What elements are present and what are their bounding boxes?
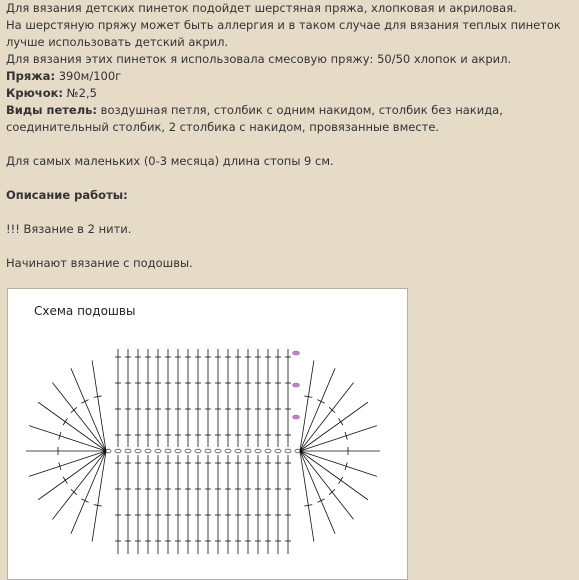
- chain-stitch: [205, 449, 211, 453]
- chain-stitch: [155, 449, 161, 453]
- start-note: Начинают вязание с подошвы.: [6, 256, 193, 270]
- fan-stitch: [300, 360, 314, 451]
- fan-stitch: [300, 451, 377, 476]
- fan-crossbar: [71, 407, 77, 412]
- slip-stitch-marker: [293, 415, 300, 419]
- stitches-value: воздушная петля, столбик с одним накидом, столбик без накида, соединительный столбик, 2 столбика с накидом, провязанные вместе.: [6, 103, 503, 134]
- chain-stitch: [175, 449, 181, 453]
- diagram-title: Схема подошвы: [34, 304, 136, 318]
- chain-stitch: [115, 449, 121, 453]
- paragraph-allergy: На шерстяную пряжу может быть аллергия и в таком случае для вязания теплых пинеток лучше использовать детский акрил.: [6, 18, 561, 49]
- fan-crossbar: [339, 418, 343, 425]
- fan-stitch: [300, 426, 377, 451]
- chain-stitch: [165, 449, 171, 453]
- chain-stitch: [245, 449, 251, 453]
- stitches-spec: [6, 102, 576, 136]
- chain-stitch: [135, 449, 141, 453]
- fan-stitch: [300, 451, 314, 542]
- chain-stitch: [225, 449, 231, 453]
- two-threads-note: !!! Вязание в 2 нити.: [6, 222, 132, 236]
- fan-stitch: [300, 383, 354, 451]
- stitches-label: Виды петель:: [6, 103, 98, 117]
- sole-diagram: [7, 288, 408, 580]
- fan-crossbar: [63, 418, 67, 425]
- fan-stitch: [52, 451, 106, 519]
- yarn-spec: [6, 68, 576, 85]
- slip-stitch-marker: [293, 383, 300, 387]
- fan-stitch: [92, 360, 106, 451]
- chain-stitch: [275, 449, 281, 453]
- fan-crossbar: [329, 407, 335, 412]
- chain-stitch: [145, 449, 151, 453]
- fan-stitch: [29, 451, 106, 476]
- chain-stitch: [255, 449, 261, 453]
- hook-value: №2,5: [63, 86, 97, 100]
- fan-crossbar: [329, 489, 335, 494]
- chain-stitch: [285, 449, 291, 453]
- crochet-chart: [8, 289, 407, 579]
- hook-label: Крючок:: [6, 86, 64, 100]
- fan-crossbar: [339, 477, 343, 484]
- chain-stitch: [185, 449, 191, 453]
- yarn-value: 390м/100г: [55, 69, 122, 83]
- slip-stitch-marker: [293, 351, 300, 355]
- chain-stitch: [125, 449, 131, 453]
- work-heading: [6, 187, 576, 204]
- work-heading-text: Описание работы:: [6, 188, 128, 202]
- fan-crossbar: [81, 499, 88, 503]
- fan-stitch: [300, 451, 354, 519]
- fan-stitch: [92, 451, 106, 542]
- hook-spec: [6, 85, 576, 102]
- paragraph-used-yarn: Для вязания этих пинеток я использовала смесовую пряжу: 50/50 хлопок и акрил.: [6, 52, 512, 66]
- chain-stitch: [265, 449, 271, 453]
- paragraph-yarn-types: Для вязания детских пинеток подойдет шерстяная пряжа, хлопковая и акриловая.: [6, 1, 517, 15]
- fan-crossbar: [63, 477, 67, 484]
- chain-stitch: [195, 449, 201, 453]
- fan-stitch: [29, 426, 106, 451]
- fan-crossbar: [81, 400, 88, 404]
- chain-stitch: [215, 449, 221, 453]
- chain-stitch: [235, 449, 241, 453]
- fan-crossbar: [317, 499, 324, 503]
- fan-crossbar: [71, 489, 77, 494]
- fan-stitch: [52, 383, 106, 451]
- article-text: [6, 0, 576, 272]
- yarn-label: Пряжа:: [6, 69, 56, 83]
- fan-crossbar: [317, 400, 324, 404]
- size-note: Для самых маленьких (0-3 месяца) длина стопы 9 см.: [6, 154, 334, 168]
